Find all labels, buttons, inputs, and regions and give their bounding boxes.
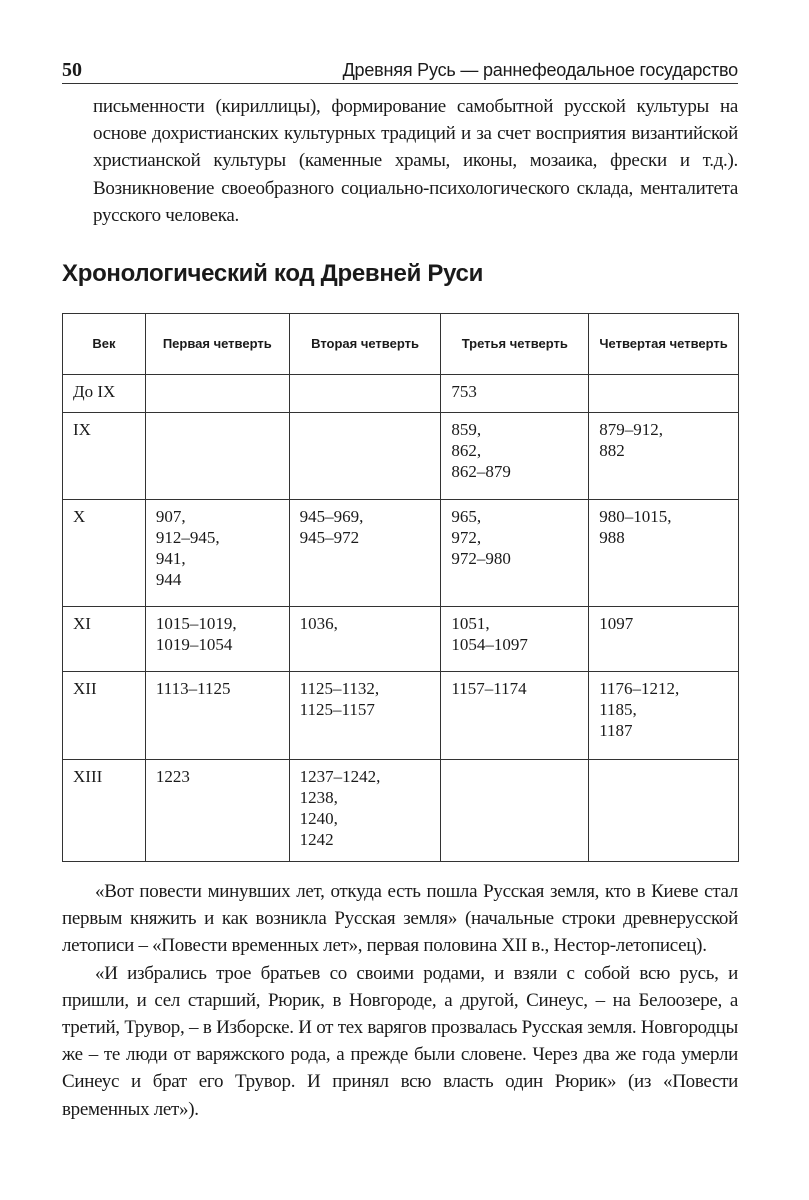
date-cell	[289, 760, 441, 862]
century-cell: X	[63, 500, 146, 607]
date-entry: 972,	[451, 528, 482, 547]
century-cell: До IX	[63, 375, 146, 413]
date-entry: 879–912,	[599, 420, 663, 439]
date-cell	[589, 607, 739, 672]
date-entry: 945–972	[299, 528, 360, 547]
date-entry: 1015–1019,	[155, 614, 237, 633]
date-cell	[289, 607, 441, 672]
date-cell	[589, 413, 739, 500]
date-cell	[441, 500, 589, 607]
date-cell	[441, 672, 589, 760]
date-entry: 1097	[599, 614, 634, 633]
quotes	[62, 878, 738, 1123]
date-entry: 1240,	[299, 809, 338, 828]
date-entry: 1125–1132,	[299, 679, 380, 698]
date-entry: 1242	[299, 830, 334, 849]
table-row	[63, 607, 739, 672]
date-cell	[289, 375, 441, 413]
chronology-table	[62, 313, 739, 862]
date-cell	[441, 413, 589, 500]
date-entry: 859,	[451, 420, 482, 439]
intro-paragraph: письменности (кириллицы), формирование самобытной русской культуры на основе дохристианских культурных традиций и за счет восприятия византийской христианской культуры (каменные храмы, иконы, мозаика, фрески и т.д.). Возникновение своеобразного социально-психологического склада, менталитета русского человека.	[93, 96, 738, 226]
century-cell: XI	[63, 607, 146, 672]
date-cell	[289, 413, 441, 500]
quote-paragraph: «Вот повести минувших лет, откуда есть пошла Русская земля, кто в Киеве стал первым княжить и как возникла Русская земля» (начальные строки древнерусской летописи – «Повести временных лет», первая половина XII в., Нестор-летописец).	[62, 881, 738, 957]
header-q4: Четвертая четверть	[589, 314, 739, 375]
date-cell	[145, 672, 289, 760]
header-q1: Первая четверть	[145, 314, 289, 375]
date-entry: 1113–1125	[155, 679, 231, 698]
date-entry: 1187	[599, 721, 633, 740]
date-entry: 972–980	[451, 549, 511, 568]
date-entry: 1237–1242,	[299, 767, 381, 786]
date-cell	[145, 375, 289, 413]
table-row	[63, 672, 739, 760]
date-entry: 944	[155, 570, 182, 589]
date-entry: 965,	[451, 507, 482, 526]
date-entry: 753	[451, 382, 477, 401]
quote-paragraph: «И избрались трое братьев со своими родами, и взяли с собой всю русь, и пришли, и сел старший, Рюрик, в Новгороде, а другой, Синеус, – на Белоозере, а третий, Трувор, – в Изборске. И от тех варягов прозвалась Русская земля. Новгородцы же – те люди от варяжского рода, а прежде были словене. Через два же года умерли Синеус и брат его Трувор. И принял всю власть один Рюрик» (из «Повести временных лет»).	[62, 962, 738, 1120]
date-cell	[441, 607, 589, 672]
date-entry: 1019–1054	[155, 635, 233, 654]
table-row	[63, 413, 739, 500]
date-cell	[289, 500, 441, 607]
date-entry: 1185,	[599, 700, 637, 719]
running-header	[62, 56, 738, 84]
page-number: 50	[62, 59, 82, 81]
century-cell: XII	[63, 672, 146, 760]
date-cell	[145, 607, 289, 672]
date-cell	[441, 375, 589, 413]
date-entry: 1223	[155, 767, 190, 786]
date-entry: 988	[599, 528, 625, 547]
date-entry: 1157–1174	[451, 679, 527, 698]
date-entry: 1125–1157	[299, 700, 375, 719]
section-title: Хронологический код Древней Руси	[62, 260, 484, 287]
date-entry: 1054–1097	[451, 635, 528, 654]
date-entry: 862–879	[451, 462, 511, 481]
date-entry: 1036,	[299, 614, 338, 633]
date-entry: 882	[599, 441, 625, 460]
date-cell	[589, 500, 739, 607]
date-cell	[145, 500, 289, 607]
date-entry: 862,	[451, 441, 482, 460]
date-entry: 1051,	[451, 614, 490, 633]
date-cell	[589, 672, 739, 760]
date-entry: 907,	[155, 507, 186, 526]
table-row	[63, 500, 739, 607]
table-row	[63, 760, 739, 862]
header-q3: Третья четверть	[441, 314, 589, 375]
table-header-row	[63, 314, 739, 375]
date-entry: 941,	[155, 549, 186, 568]
date-cell	[441, 760, 589, 862]
date-entry: 1238,	[299, 788, 338, 807]
century-cell: XIII	[63, 760, 146, 862]
date-cell	[289, 672, 441, 760]
date-cell	[145, 413, 289, 500]
running-title: Древняя Русь — раннефеодальное государство	[342, 60, 738, 80]
century-cell: IX	[63, 413, 146, 500]
date-entry: 980–1015,	[599, 507, 672, 526]
date-cell	[589, 760, 739, 862]
date-entry: 945–969,	[299, 507, 364, 526]
table-row	[63, 375, 739, 413]
date-cell	[145, 760, 289, 862]
date-entry: 1176–1212,	[599, 679, 680, 698]
date-entry: 912–945,	[155, 528, 220, 547]
header-century: Век	[63, 314, 146, 375]
header-q2: Вторая четверть	[289, 314, 441, 375]
date-cell	[589, 375, 739, 413]
